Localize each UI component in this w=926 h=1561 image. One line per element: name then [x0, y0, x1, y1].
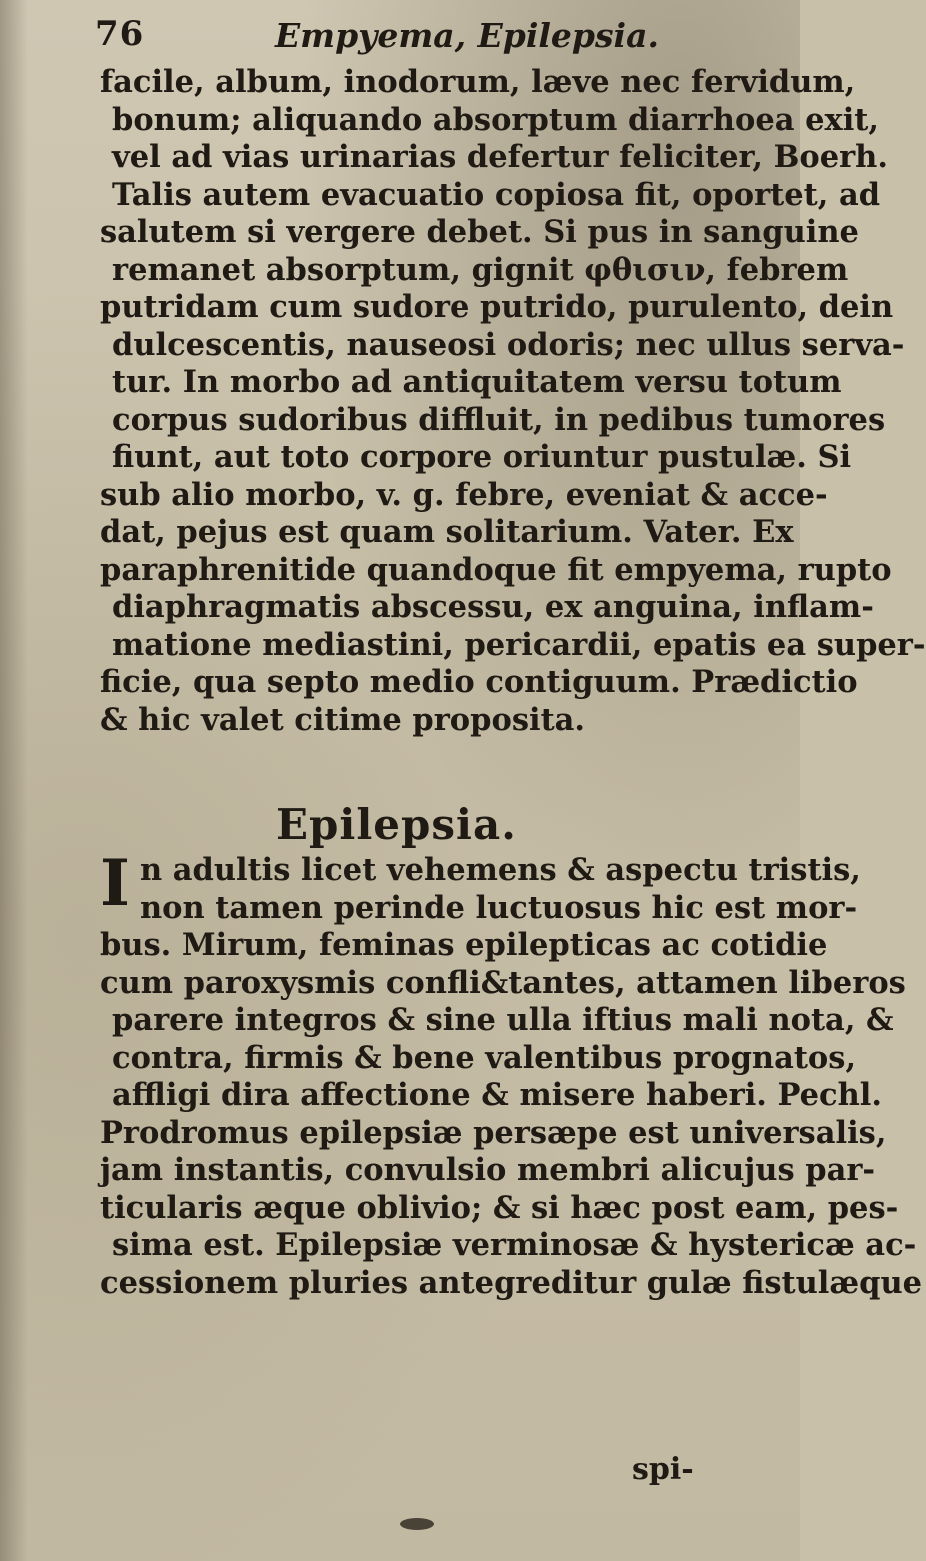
text-line: matione mediastini, pericardii, epatis ea super-	[112, 626, 926, 663]
text-line: cessionem pluries antegreditur gulæ fistulæque	[100, 1264, 923, 1301]
text-line: Talis autem evacuatio copiosa fit, oportet, ad	[112, 176, 881, 213]
text-line: bonum; aliquando absorptum diarrhoea exit,	[112, 101, 879, 138]
page-gutter-shadow	[0, 0, 28, 1561]
text-line: affligi dira affectione & misere haberi. Pechl.	[112, 1077, 883, 1113]
text-line: bus. Mirum, feminas epilepticas ac cotidie	[100, 927, 828, 963]
text-line: n adultis licet vehemens & aspectu tristis,	[139, 852, 861, 888]
text-line: facile, album, inodorum, læve nec fervidum,	[100, 64, 856, 100]
text-line: corpus sudoribus diffluit, in pedibus tumores	[112, 401, 886, 438]
text-line: contra, firmis & bene valentibus prognatos,	[112, 1039, 857, 1076]
page-header	[95, 8, 735, 68]
drop-capital: I	[100, 846, 130, 921]
text-line: sima est. Epilepsiæ verminosæ & hystericæ ac-	[112, 1227, 917, 1263]
epilepsia-section	[100, 846, 923, 1302]
text-line: sub alio morbo, v. g. febre, eveniat & acce-	[100, 476, 828, 513]
catchword: spi-	[632, 1452, 694, 1487]
text-line: paraphrenitide quandoque fit empyema, rupto	[100, 551, 892, 588]
text-line: ticularis æque oblivio; & si hæc post eam, pes-	[100, 1189, 899, 1226]
ink-blot	[400, 1518, 434, 1530]
text-line: salutem si vergere debet. Si pus in sanguine	[100, 214, 859, 250]
text-line: putridam cum sudore putrido, purulento, dein	[100, 289, 894, 325]
text-line: dulcescentis, nauseosi odoris; nec ullus serva-	[112, 326, 905, 363]
text-line: diaphragmatis abscessu, ex anguina, inflam-	[112, 589, 874, 625]
text-line: tur. In morbo ad antiquitatem versu totum	[112, 364, 842, 400]
text-line: cum paroxysmis confli&tantes, attamen liberos	[100, 964, 906, 1001]
text-line: vel ad vias urinarias defertur feliciter, Boerh.	[112, 139, 888, 175]
section-heading: Epilepsia.	[276, 800, 517, 849]
empyema-section	[100, 64, 926, 739]
text-line: jam instantis, convulsio membri alicujus par-	[100, 1152, 876, 1188]
text-line: dat, pejus est quam solitarium. Vater. Ex	[100, 514, 794, 550]
text-line: ficie, qua septo medio contiguum. Prædictio	[100, 664, 858, 700]
text-line: non tamen perinde luctuosus hic est mor-	[139, 889, 858, 926]
text-line: parere integros & sine ulla iftius mali nota, &	[112, 1002, 894, 1038]
text-line: Prodromus epilepsiæ persæpe est universalis,	[100, 1114, 887, 1151]
text-line: remanet absorptum, gignit φθισιν, febrem	[112, 251, 849, 288]
running-head: Empyema, Epilepsia.	[275, 16, 659, 55]
text-line: fiunt, aut toto corpore oriuntur pustulæ. Si	[112, 439, 852, 475]
page-number: 76	[95, 14, 145, 54]
text-line: & hic valet citime proposita.	[100, 701, 586, 738]
